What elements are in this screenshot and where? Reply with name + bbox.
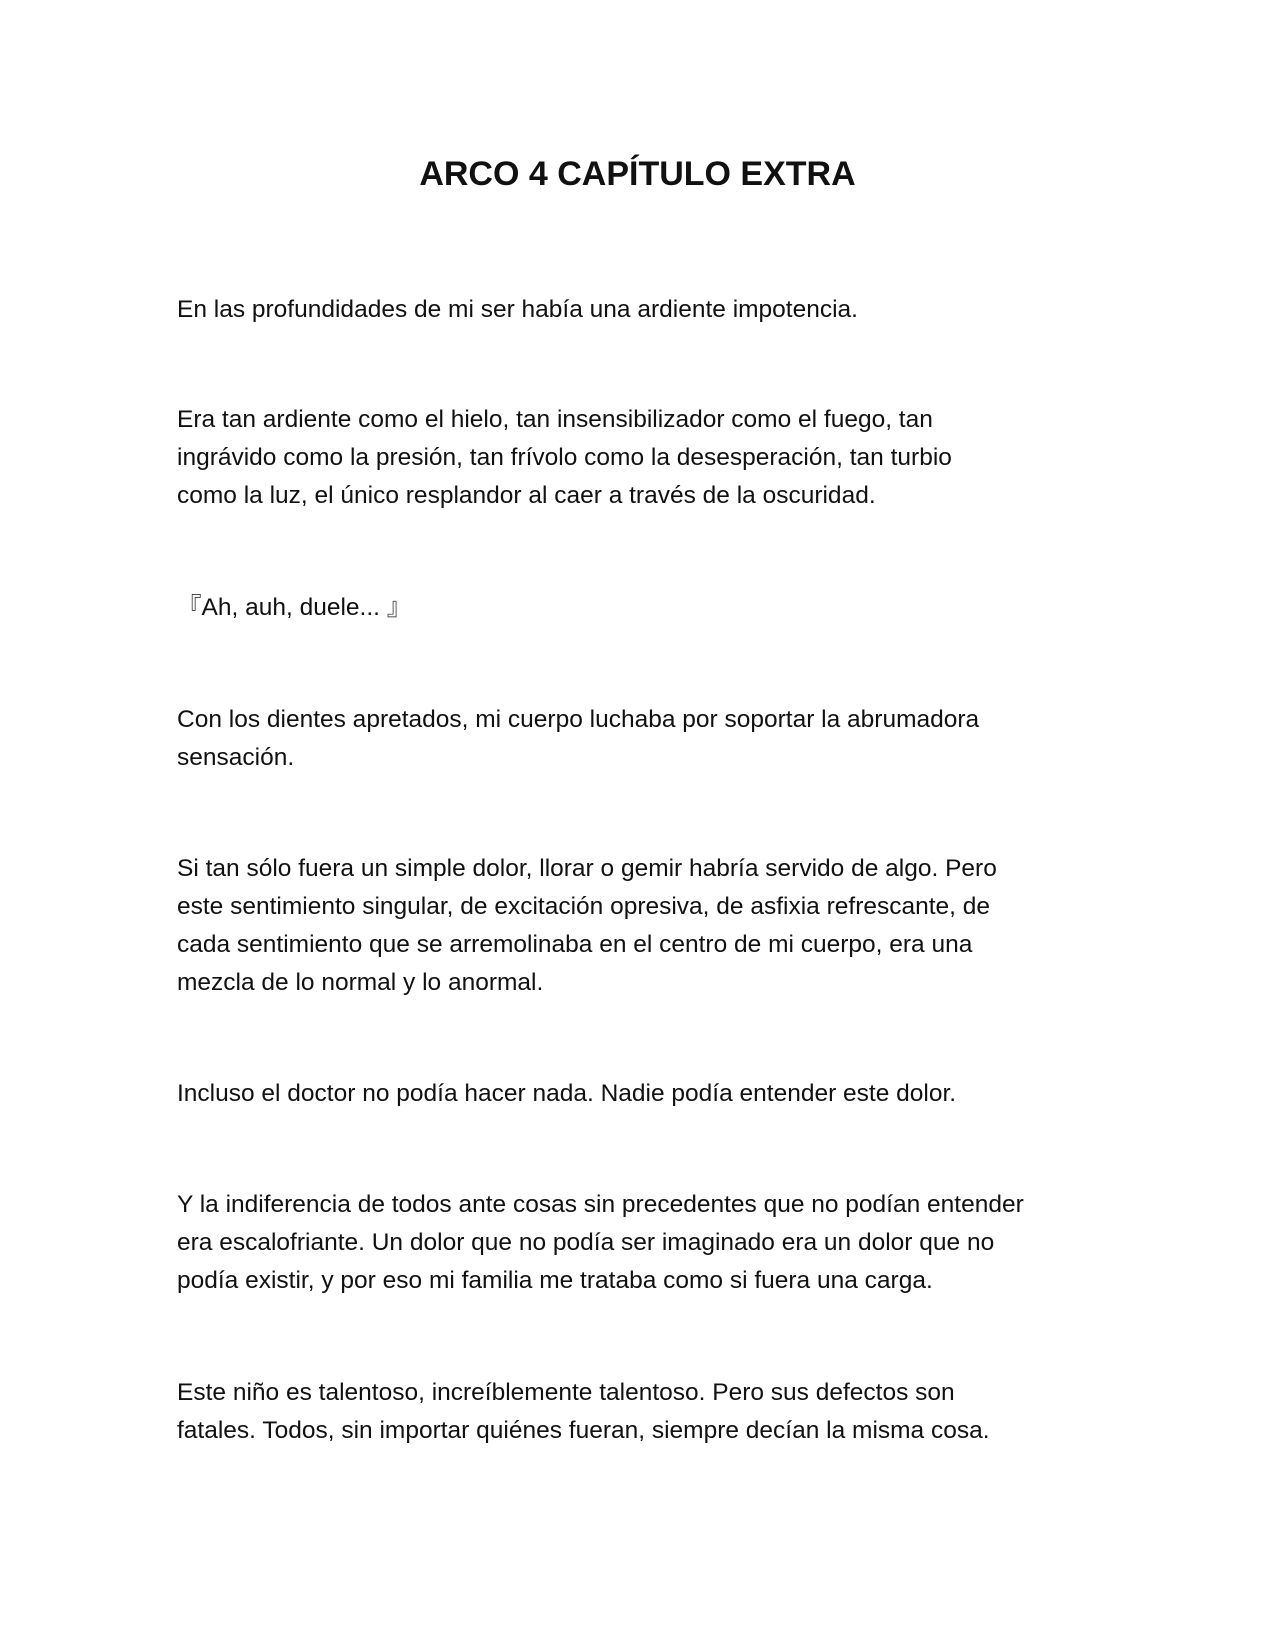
paragraph-2: Era tan ardiente como el hielo, tan insensibilizador como el fuego, tan ingrávido como la presión, tan frívolo como la desesperación, tan turbio como la luz, el único resplandor al caer a través de la oscuridad. [177, 406, 952, 509]
paragraph-7: Y la indiferencia de todos ante cosas sin precedentes que no podían entender era escalofriante. Un dolor que no podía ser imaginado era un dolor que no podía existir, y por eso mi familia me trataba como si fuera una carga. [177, 1191, 1024, 1294]
paragraph-1: En las profundidades de mi ser había una ardiente impotencia. [177, 296, 858, 323]
paragraph-6: Incluso el doctor no podía hacer nada. Nadie podía entender este dolor. [177, 1080, 957, 1107]
paragraph-8: Este niño es talentoso, increíblemente talentoso. Pero sus defectos son fatales. Todos, sin importar quiénes fueran, siempre decían la misma cosa. [177, 1379, 990, 1444]
paragraph-4: Con los dientes apretados, mi cuerpo luchaba por soportar la abrumadora sensación. [177, 706, 980, 771]
page-title: ARCO 4 CAPÍTULO EXTRA [419, 155, 856, 193]
paragraph-3-dialogue: 『Ah, auh, duele... 』 [177, 594, 412, 621]
paragraph-5: Si tan sólo fuera un simple dolor, llorar o gemir habría servido de algo. Pero este sentimiento singular, de excitación opresiva, de asfixia refrescante, de cada sentimiento que se arremolinaba en el centro de mi cuerpo, era una mezcla de lo normal y lo anormal. [177, 855, 997, 996]
